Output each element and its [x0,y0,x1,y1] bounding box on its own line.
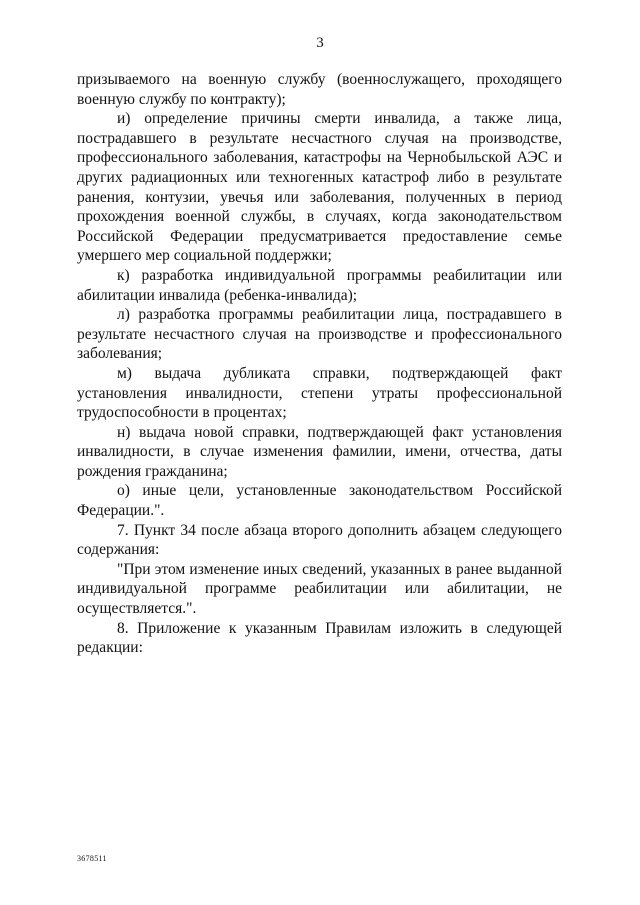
page-number: 3 [316,35,324,51]
paragraph-continuation: призываемого на военную службу (военнослужащего, проходящего военную службу по контракту); [77,71,562,108]
paragraph-item-n: н) выдача новой справки, подтверждающей факт установления инвалидности, в случае изменения фамилии, имени, отчества, даты рождения гражданина; [77,423,562,480]
paragraph-point-7: 7. Пункт 34 после абзаца второго дополнить абзацем следующего содержания: [77,521,562,559]
document-code: 3678511 [77,854,107,863]
paragraph-item-o: о) иные цели, установленные законодательством Российской Федерации.". [77,482,562,520]
paragraph-item-i: и) определение причины смерти инвалида, а также лица, пострадавшего в результате несчастного случая на производстве, профессионального заболевания, катастрофы на Чернобыльской АЭС и других радиационных или техногенных катастроф либо в результате ранения, контузии, увечья или заболевания, полученных в период прохождения военной службы, в случаях, когда законодательством Российской Федерации предусматривается предоставление семье умершего мер социальной поддержки; [77,110,562,265]
paragraph-item-l: л) разработка программы реабилитации лица, пострадавшего в результате несчастного случая на производстве и профессионального заболевания; [77,306,562,363]
paragraph-item-k: к) разработка индивидуальной программы реабилитации или абилитации инвалида (ребенка-инвалида); [77,266,562,304]
paragraph-point-8: 8. Приложение к указанным Правилам изложить в следующей редакции: [77,619,562,657]
paragraph-point-7-quote: "При этом изменение иных сведений, указанных в ранее выданной индивидуальной программе реабилитации или абилитации, не осуществляется.". [77,560,562,618]
document-body [77,70,562,658]
paragraph-item-m: м) выдача дубликата справки, подтверждающей факт установления инвалидности, степени утраты профессиональной трудоспособности в процентах; [77,364,562,422]
